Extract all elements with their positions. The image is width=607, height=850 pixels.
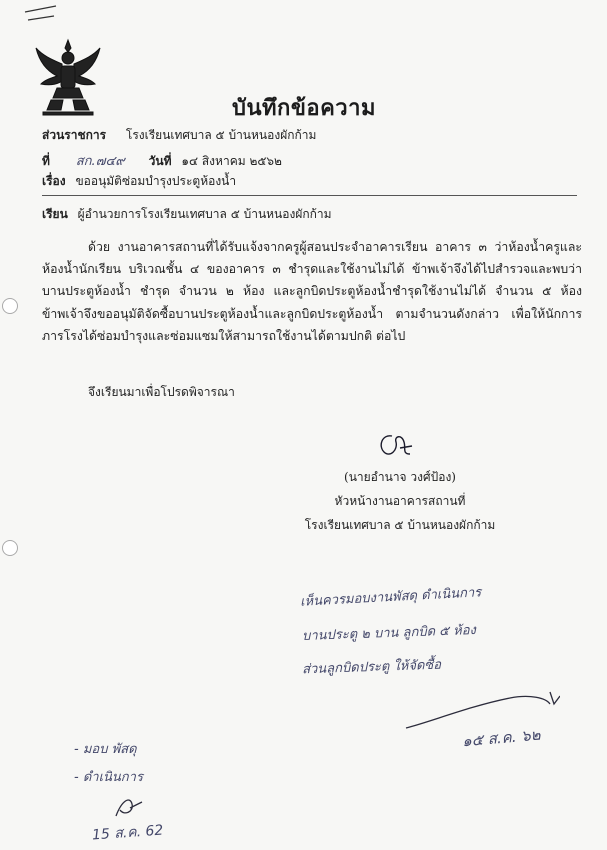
document-title: บันทึกข้อความ bbox=[232, 95, 377, 121]
recipient-value: ผู้อำนวยการโรงเรียนเทศบาล ๕ บ้านหนองผักก้าม bbox=[77, 207, 332, 221]
reference-label: ที่ bbox=[42, 154, 50, 168]
recipient-row bbox=[42, 205, 332, 224]
closing-text: จึงเรียนมาเพื่อโปรดพิจารณา bbox=[88, 385, 235, 399]
subject-value: ขออนุมัติซ่อมบำรุงประตูห้องน้ำ bbox=[75, 174, 237, 188]
subject-row bbox=[42, 172, 236, 191]
handwritten-note-date: ๑๕ ส.ค. ๖๒ bbox=[461, 725, 542, 751]
punch-hole bbox=[2, 298, 18, 314]
subject-label: เรื่อง bbox=[42, 174, 66, 188]
department-label: ส่วนราชการ bbox=[42, 128, 107, 142]
handwritten-left-date: 15 ส.ค. 62 bbox=[91, 822, 164, 844]
signatory-organization: โรงเรียนเทศบาล ๕ บ้านหนองผักก้าม bbox=[304, 518, 496, 532]
handwritten-note-line-2: บานประตู ๒ บาน ลูกบิด ๕ ห้อง bbox=[301, 622, 477, 645]
left-initial-signature-icon bbox=[108, 792, 148, 822]
body-text: ด้วย งานอาคารสถานที่ได้รับแจ้งจากครูผู้สอนประจำอาคารเรียน อาคาร ๓ ว่าห้องน้ำครูและห้องน้ำนักเรียน บริเวณชั้น ๔ ของอาคาร ๓ ชำรุดและใช้งานไม่ได้ ข้าพเจ้าจึงได้ไปสำรวจและพบว่า บานประตูห้องน้ำ ชำรุด จำนวน ๒ ห้อง และลูกบิดประตูห้องน้ำชำรุดใช้งานไม่ได้ จำนวน ๕ ห้อง ข้าพเจ้าจึงขออนุมัติจัดซื้อบานประตูห้องน้ำและลูกบิดประตูห้องน้ำ ตามจำนวนดังกล่าว เพื่อให้นักการภารโรงได้ซ่อมบำรุงและซ่อมแซมให้สามารถใช้งานได้ตามปกติ ต่อไป bbox=[42, 240, 582, 343]
department-value: โรงเรียนเทศบาล ๕ บ้านหนองผักก้าม bbox=[125, 128, 317, 142]
signature-icon bbox=[372, 430, 418, 462]
punch-hole bbox=[2, 540, 18, 556]
garuda-emblem-icon bbox=[33, 38, 103, 116]
reference-value: สก.๗๔๙ bbox=[75, 154, 125, 169]
handwritten-left-line-1: - มอบ พัสดุ bbox=[74, 742, 137, 757]
header-divider bbox=[42, 195, 577, 196]
date-label: วันที่ bbox=[148, 154, 172, 168]
body-paragraph bbox=[42, 236, 582, 347]
signatory-name: (นายอำนาจ วงศ์ป้อง) bbox=[344, 470, 456, 484]
signatory-position: หัวหน้างานอาคารสถานที่ bbox=[334, 494, 466, 508]
handwritten-note-line-1: เห็นควรมอบงานพัสดุ ดำเนินการ bbox=[299, 585, 482, 610]
handwritten-left-line-2: - ดำเนินการ bbox=[74, 770, 143, 785]
handwritten-note-line-3: ส่วนลูกบิดประตู ให้จัดซื้อ bbox=[301, 657, 442, 678]
department-row bbox=[42, 126, 316, 145]
recipient-label: เรียน bbox=[42, 207, 68, 221]
pen-scribble-mark bbox=[22, 2, 62, 26]
reference-row bbox=[42, 150, 282, 171]
date-value: ๑๔ สิงหาคม ๒๕๖๒ bbox=[181, 154, 282, 168]
